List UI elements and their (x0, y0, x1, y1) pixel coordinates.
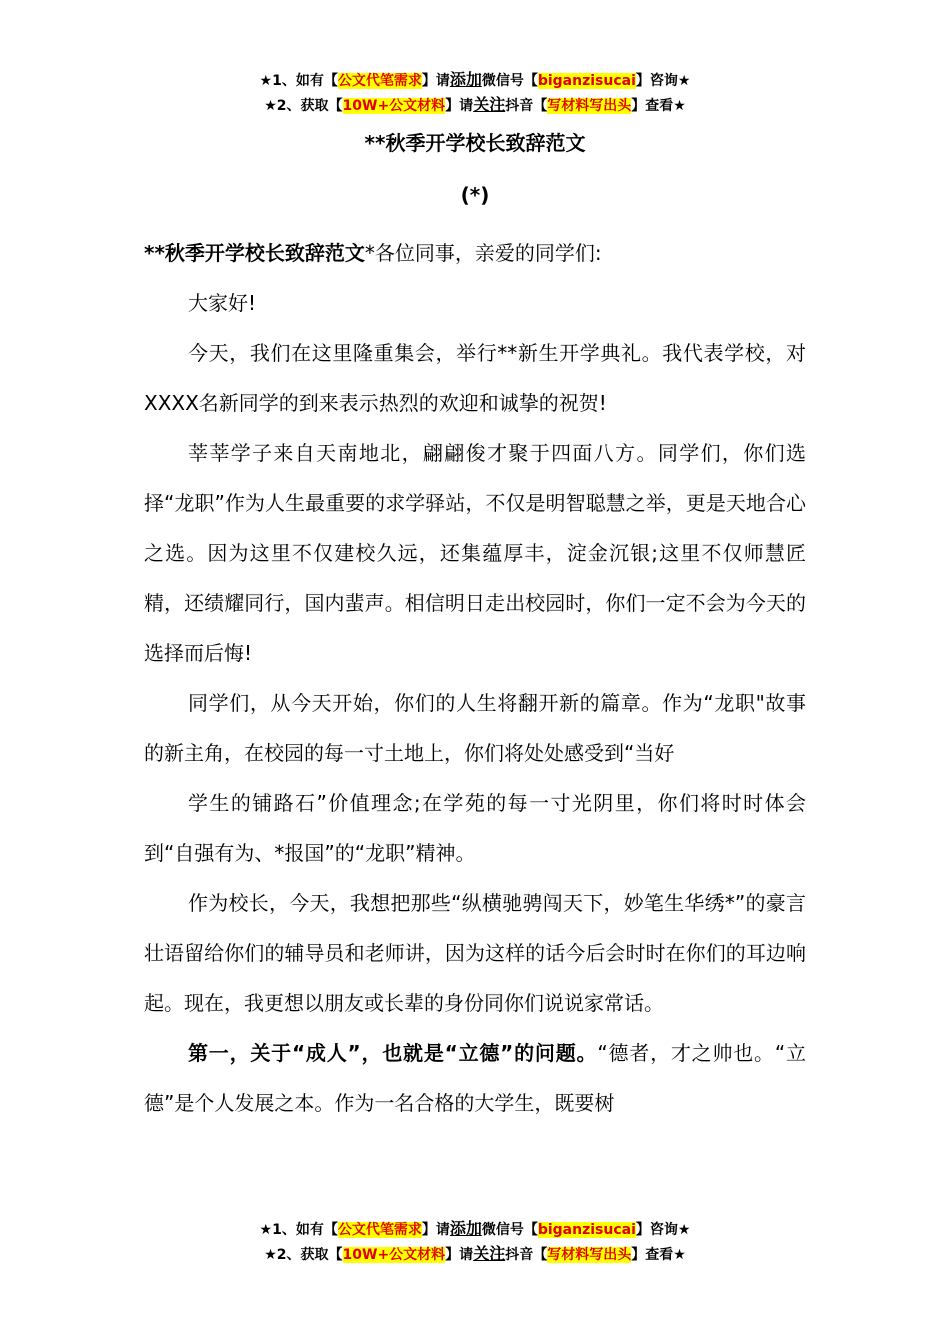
footer-line-2 (0, 1242, 950, 1267)
paragraph-opening: 今天，我们在这里隆重集会，举行**新生开学典礼。我代表学校，对XXXX名新同学的到来表示热烈的欢迎和诚挚的祝贺! (144, 341, 806, 415)
paragraph-greeting: 大家好! (188, 291, 257, 315)
footer2-prefix: ★2、获取【 (264, 1247, 343, 1263)
banner2-text: 】请 (445, 98, 474, 114)
banner1-prefix: ★1、如有【 (259, 73, 338, 89)
paragraph-point-one (144, 1028, 806, 1128)
banner1-underline: 添加 (449, 70, 482, 89)
banner1-suffix: 】咨询★ (635, 73, 691, 89)
footer1-prefix: ★1、如有【 (259, 1222, 338, 1238)
banner2-highlight-materials: 10W+公文材料 (342, 98, 446, 114)
salutation-bold: **秋季开学校长致辞范文 (144, 241, 365, 265)
banner1-highlight-wechat: biganzisucai (537, 73, 636, 89)
document-body (144, 128, 806, 1128)
banner1-text: 】请 (421, 73, 450, 89)
banner2-prefix: ★2、获取【 (264, 98, 343, 114)
footer2-suffix: 】查看★ (631, 1247, 686, 1263)
paragraph-students: 莘莘学子来自天南地北，翩翩俊才聚于四面八方。同学们，你们选择“龙职”作为人生最重要的求学驿站，不仅是明智聪慧之举，更是天地合心之选。因为这里不仅建校久远，还集蕴厚丰，淀金沉银;这里不仅师慧匠精，还绩耀同行，国内蜚声。相信明日走出校园时，你们一定不会为今天的选择而后悔! (144, 441, 806, 665)
banner2-suffix: 】查看★ (631, 98, 686, 114)
footer1-suffix: 】咨询★ (635, 1222, 691, 1238)
footer1-text: 】请 (421, 1222, 450, 1238)
paragraph-values: 学生的铺路石”价值理念;在学苑的每一寸光阴里，你们将时时体会到“自强有为、*报国”的“龙职”精神。 (144, 791, 806, 865)
point-one-heading: 第一，关于“成人”，也就是“立德”的问题。 (188, 1041, 598, 1065)
banner2-text-2: 抖音【 (505, 98, 548, 114)
point-one-text: “德者，才之帅也。“立德”是个人发展之本。作为一名合格的大学生，既要树 (144, 1041, 806, 1115)
banner-line-2 (0, 93, 950, 118)
header-banner (0, 68, 950, 118)
footer2-highlight-douyin: 写材料写出头 (547, 1247, 632, 1263)
salutation-text: *各位同事，亲爱的同学们: (364, 241, 602, 265)
paragraph-new-chapter: 同学们，从今天开始，你们的人生将翻开新的篇章。作为“龙职"故事的新主角，在校园的每一寸土地上，你们将处处感受到“当好 (144, 691, 806, 765)
footer2-text: 】请 (445, 1247, 474, 1263)
footer1-highlight-service: 公文代笔需求 (337, 1222, 422, 1238)
banner2-underline: 关注 (473, 95, 506, 114)
footer2-text-2: 抖音【 (505, 1247, 548, 1263)
banner-line-1 (0, 68, 950, 93)
banner2-highlight-douyin: 写材料写出头 (547, 98, 632, 114)
footer1-highlight-wechat: biganzisucai (537, 1222, 636, 1238)
document-subtitle: (*) (460, 183, 490, 207)
footer2-underline: 关注 (473, 1244, 506, 1263)
footer1-text-2: 微信号【 (481, 1222, 538, 1238)
banner1-text-2: 微信号【 (481, 73, 538, 89)
salutation-paragraph (144, 228, 806, 278)
banner1-highlight-service: 公文代笔需求 (337, 73, 422, 89)
footer-banner (0, 1217, 950, 1267)
footer-line-1 (0, 1217, 950, 1242)
paragraph-principal: 作为校长，今天，我想把那些“纵横驰骋闯天下，妙笔生华绣*”的豪言壮语留给你们的辅导员和老师讲，因为这样的话今后会时时在你们的耳边响起。现在，我更想以朋友或长辈的身份同你们说说家常话。 (144, 891, 806, 1015)
footer2-highlight-materials: 10W+公文材料 (342, 1247, 446, 1263)
document-title: **秋季开学校长致辞范文 (364, 131, 586, 155)
footer1-underline: 添加 (449, 1219, 482, 1238)
